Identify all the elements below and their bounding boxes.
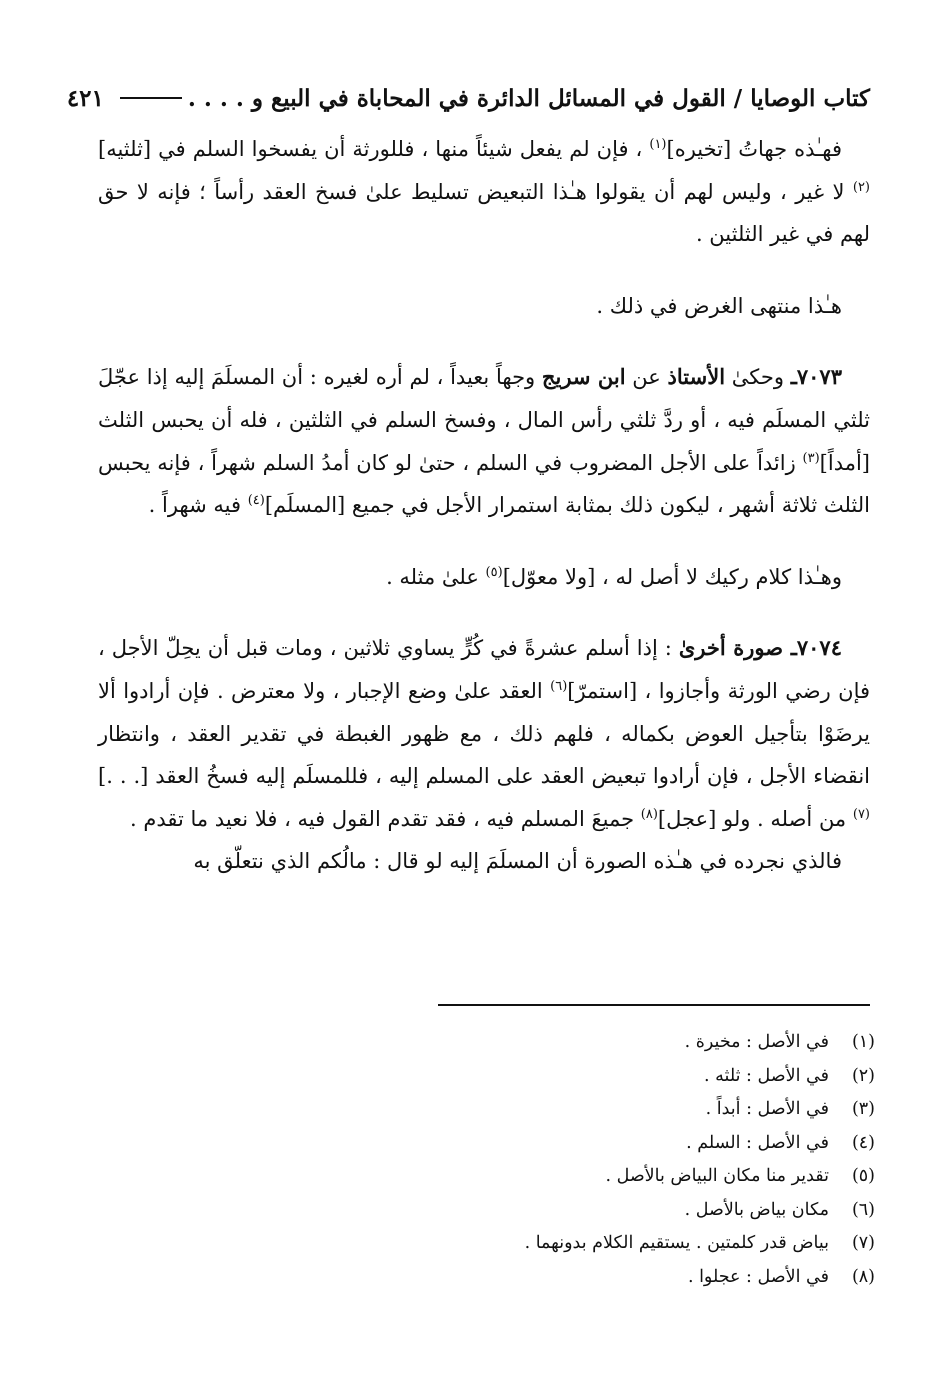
footnote <box>300 1093 875 1127</box>
text-run: وجهاً بعيداً ، لم أره لغيره : أن المسلَمَ إليه إذا عجّلَ ثلثي المسلَم فيه ، أو ردَّ ثلثي رأس المال ، وفسخ السلم في الثلثين ، فله أن يحبس الثلث [أمداً] <box>98 365 870 475</box>
footnote-ref: (٣) <box>802 450 820 466</box>
text-run: وهـٰذا كلام ركيك لا أصل له ، [ولا معوّل] <box>502 564 842 589</box>
page-number: ٤٢١ <box>66 84 104 112</box>
header-rule <box>120 97 182 99</box>
text-run: الأستاذ <box>667 364 726 390</box>
paragraph <box>98 556 870 599</box>
footnote-text: في الأصل : عجلوا . <box>687 1266 829 1287</box>
footnote-number: (٧) <box>851 1233 875 1253</box>
text-run: صورة أخرىٰ <box>678 635 791 661</box>
text-run: عن <box>625 365 668 390</box>
footnote <box>300 1026 875 1060</box>
footnote-number: (٦) <box>851 1199 875 1220</box>
footnote-ref: (٥) <box>485 564 503 580</box>
footnote-number: (٣) <box>851 1099 875 1119</box>
footnote-ref: (١) <box>649 137 667 152</box>
footnote-separator <box>438 1004 870 1006</box>
text-run: لا غير ، وليس لهم أن يقولوا هـٰذا التبعيض تسليط علىٰ فسخ العقد رأساً ؛ فإنه لا حق لهم في غير الثلثين . <box>98 179 870 247</box>
section-number: ٧٠٧٤ـ <box>790 635 842 661</box>
footnote-number: (٢) <box>851 1065 875 1086</box>
text-run: وحكىٰ <box>725 365 791 390</box>
footnote <box>300 1060 875 1094</box>
footnote-ref: (٦) <box>550 678 568 694</box>
footnote-text: في الأصل : أبداً . <box>705 1099 829 1119</box>
paragraph: هـٰذا منتهى الغرض في ذلك . <box>596 293 842 318</box>
footnote-text: مكان بياض بالأصل . <box>684 1199 829 1220</box>
footnote-number: (٨) <box>851 1266 875 1287</box>
footnote-text: تقدير منا مكان البياض بالأصل . <box>605 1166 829 1186</box>
footnote-text: في الأصل : السلم . <box>686 1132 829 1153</box>
footnote <box>300 1261 875 1295</box>
footnote-text: في الأصل : مخيرة . <box>684 1032 829 1052</box>
text-run: زائداً على الأجل المضروب في السلم ، حتىٰ لو كان أمدُ السلم شهراً ، فإنه يحبس الثلث ثلاثة أشهر ، ليكون ذلك بمثابة استمرار الأجل في جميع [المسلَم] <box>98 450 870 518</box>
footnote-number: (٥) <box>851 1166 875 1186</box>
footnote <box>300 1194 875 1228</box>
footnote-ref: (٨) <box>640 806 658 822</box>
text-run: فهـٰذه جهاتُ [تخيره] <box>666 137 843 161</box>
paragraph <box>98 128 870 256</box>
text-run: جميعَ المسلم فيه ، فقد تقدم القول فيه ، فلا نعيد ما تقدم . <box>129 806 641 831</box>
main-text <box>98 128 870 883</box>
text-run: ، فإن لم يفعل شيئاً منها ، فللورثة أن يفسخوا السلم في [ثلثيه] <box>98 137 650 161</box>
footnote-number: (٤) <box>851 1132 875 1153</box>
text-run: : إذا أسلم عشرةً في كُرٍّ يساوي ثلاثين ، ومات قبل أن يحِلّ الأجل ، فإن رضي الورثة وأجازوا ، [استمرّ] <box>98 636 871 703</box>
footnote <box>300 1127 875 1161</box>
footnote-number: (١) <box>851 1032 875 1052</box>
footnote <box>300 1160 875 1194</box>
paragraph: فالذي نجرده في هـٰذه الصورة أن المسلَمَ إليه لو قال : مالُكم الذي نتعلّق به <box>193 849 842 874</box>
section-number: ٧٠٧٣ـ <box>790 364 842 390</box>
paragraph <box>98 356 870 526</box>
text-run: علىٰ مثله . <box>386 564 486 589</box>
running-header <box>66 78 870 118</box>
footnotes <box>300 1026 875 1294</box>
text-run: العقد علىٰ وضع الإجبار ، ولا معترض . فإن أرادوا ألا يرضَوْا بتأجيل العوض بكماله ، فلهم ذلك ، مع ظهور الغبطة في تقدير العقد ، وانتظار انقضاء الأجل ، فإن أرادوا تبعيض العقد على المسلم إليه ، فللمسلَم إليه فسخُ العقد [. . .] <box>98 678 870 789</box>
footnote-ref: (٢) <box>852 179 870 195</box>
footnote-text: بياض قدر كلمتين . يستقيم الكلام بدونهما . <box>524 1233 829 1253</box>
footnote <box>300 1227 875 1261</box>
header-title: كتاب الوصايا / القول في المسائل الدائرة في المحاباة في البيع و . . . . <box>187 84 870 112</box>
footnote-ref: (٤) <box>247 493 265 509</box>
text-run: فيه شهراً . <box>148 493 248 518</box>
footnote-text: في الأصل : ثلثه . <box>704 1065 829 1086</box>
text-run: من أصله . ولو [عجل] <box>657 806 853 831</box>
text-run: ابن سريج <box>541 364 626 390</box>
paragraph <box>98 627 870 840</box>
footnote-ref: (٧) <box>852 806 870 822</box>
